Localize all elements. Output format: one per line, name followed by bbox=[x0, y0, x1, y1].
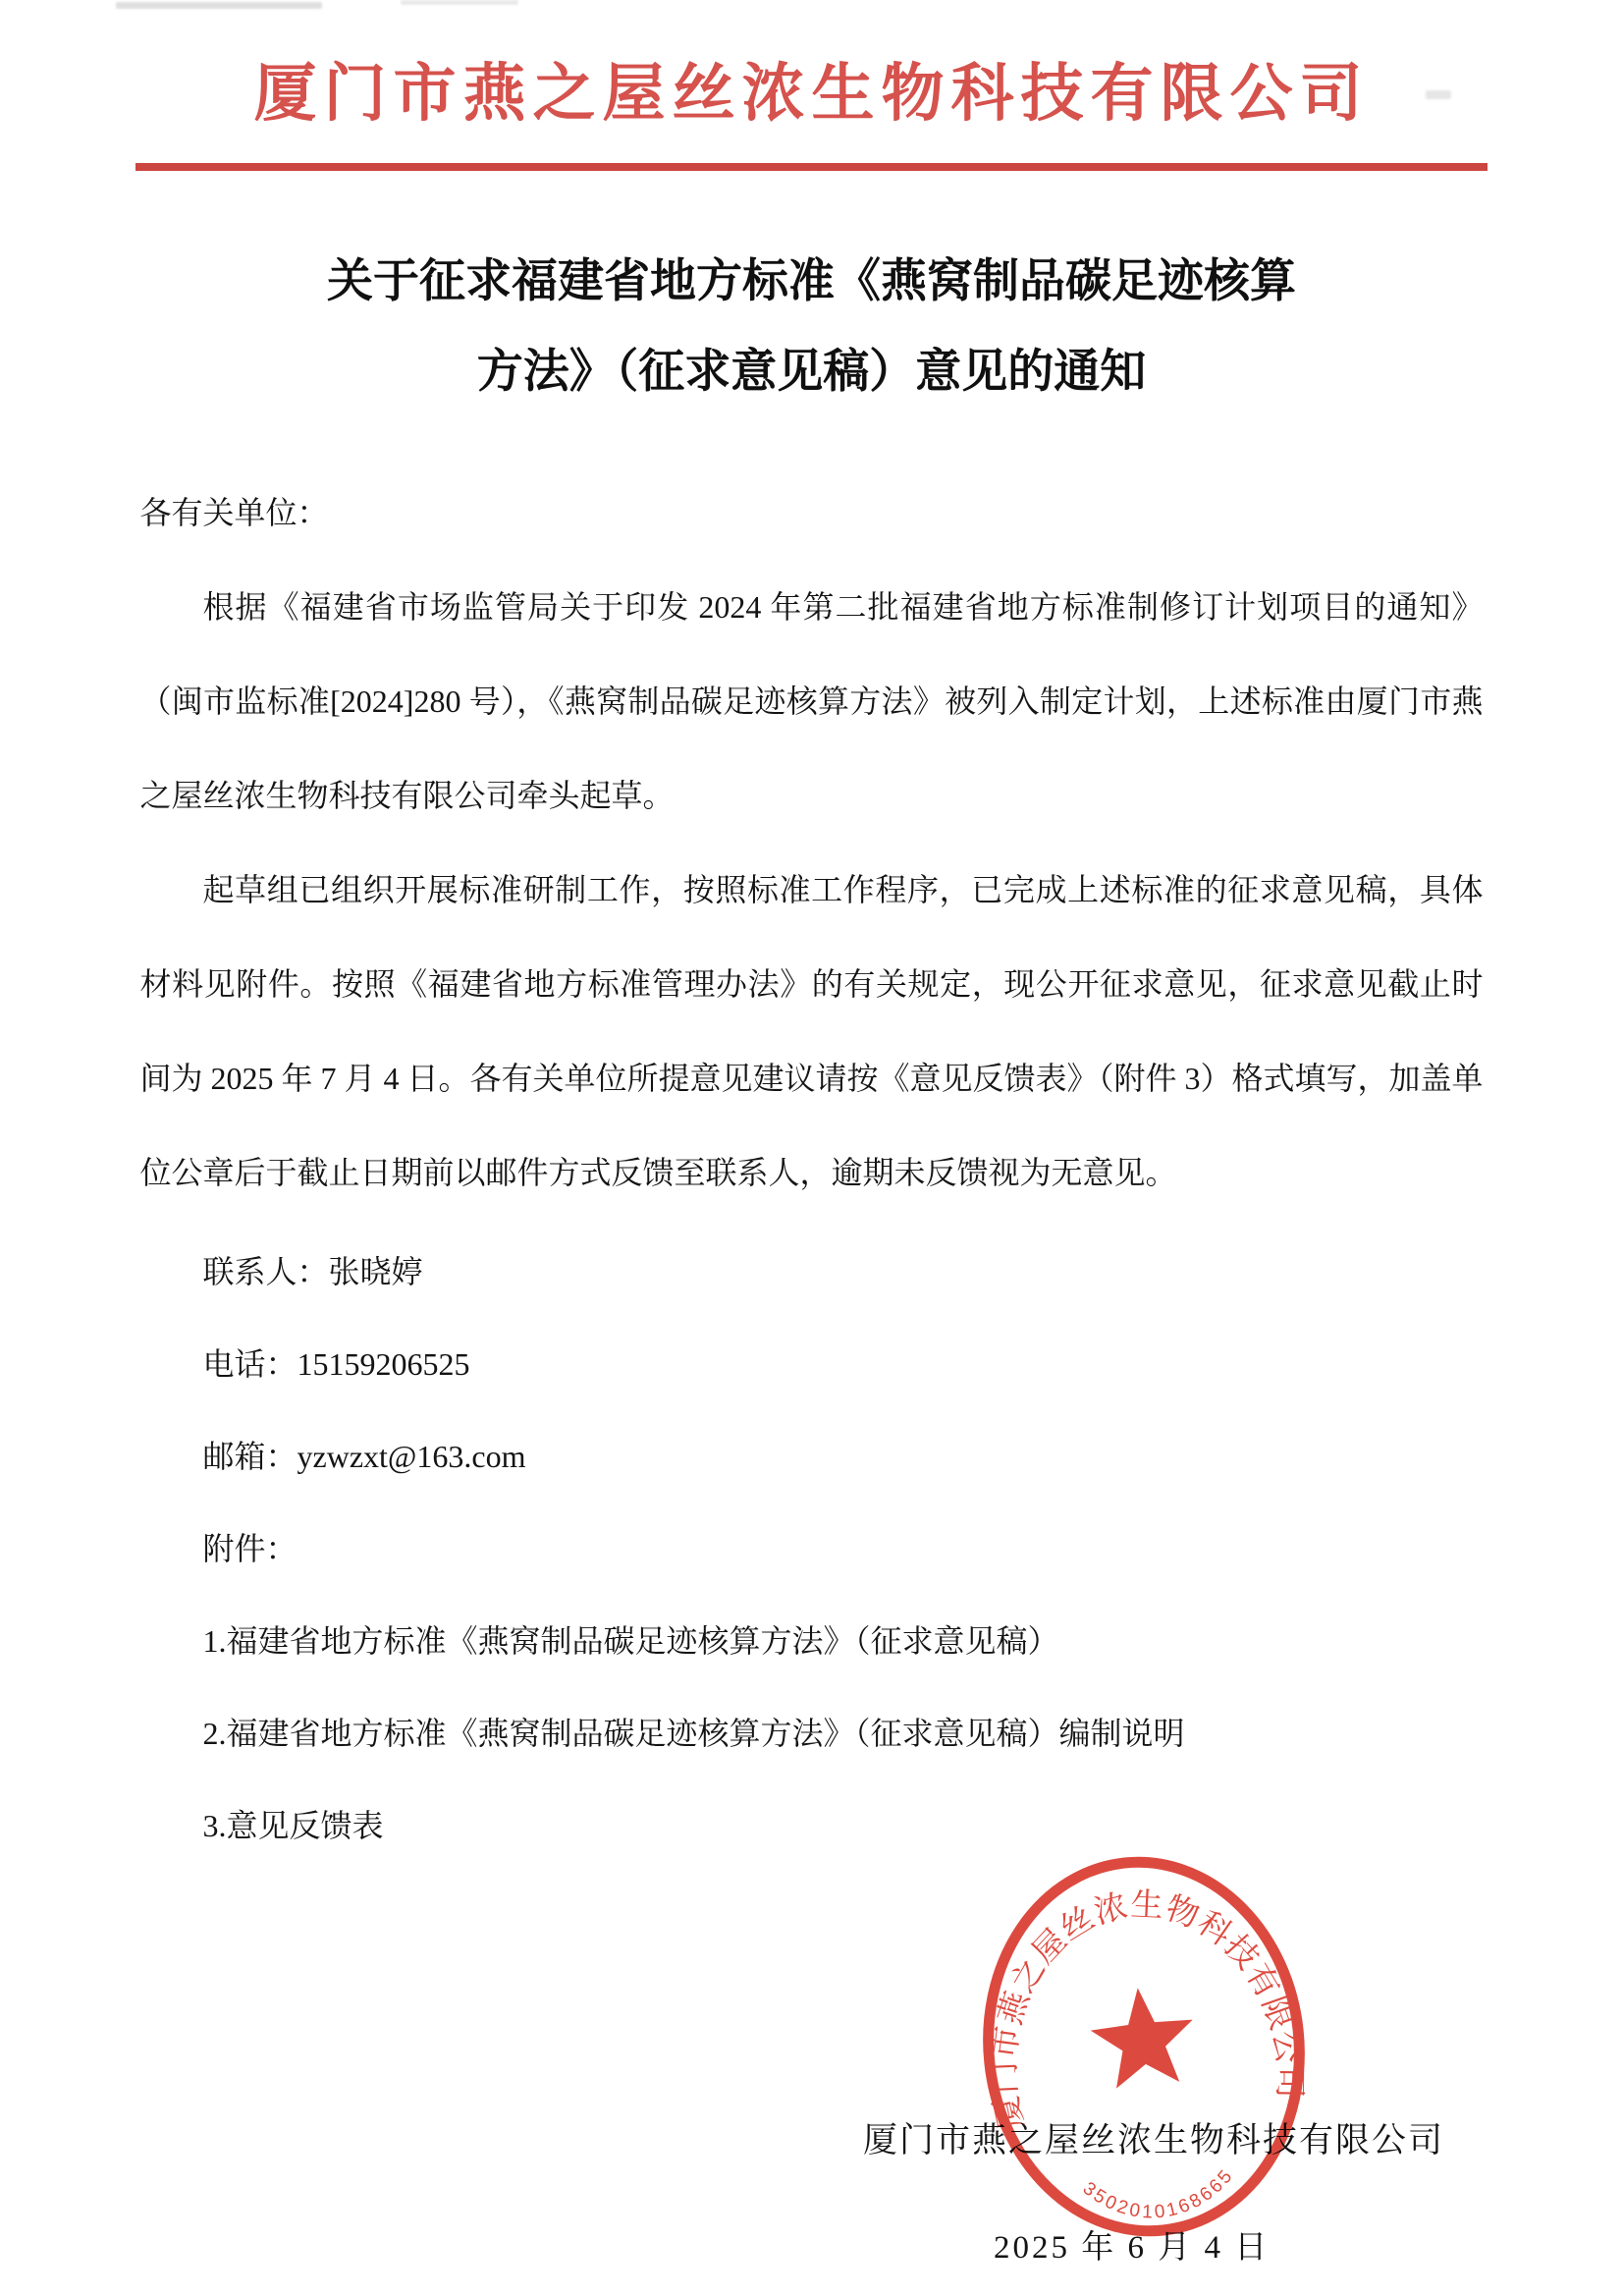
attachment-item-1: 1.福建省地方标准《燕窝制品碳足迹核算方法》（征求意见稿） bbox=[202, 1623, 1059, 1659]
document-title-line2: 方法》（征求意见稿）意见的通知 bbox=[476, 345, 1147, 397]
contact-email-row bbox=[140, 1410, 1484, 1503]
contact-block bbox=[140, 1226, 1484, 1503]
signature-company-name: 厦门市燕之屋丝浓生物科技有限公司 bbox=[862, 2121, 1444, 2159]
scan-artifact bbox=[116, 2, 322, 9]
contact-person-row bbox=[140, 1226, 1484, 1318]
attachments-label: 附件： bbox=[202, 1531, 298, 1566]
company-seal bbox=[947, 1832, 1340, 2260]
contact-person-label: 联系人： bbox=[202, 1254, 329, 1289]
seal-serial-text: 3502010168665 bbox=[1078, 2164, 1239, 2223]
scan-artifact bbox=[401, 0, 518, 5]
contact-phone-label: 电话： bbox=[202, 1346, 298, 1382]
document-body bbox=[140, 465, 1484, 1872]
contact-email-label: 邮箱： bbox=[202, 1439, 298, 1474]
document-title-line1: 关于征求福建省地方标准《燕窝制品碳足迹核算 bbox=[327, 254, 1296, 306]
contact-phone-row bbox=[140, 1318, 1484, 1410]
letterhead-company-title: 厦门市燕之屋丝浓生物科技有限公司 bbox=[253, 59, 1370, 129]
scan-artifact bbox=[1426, 90, 1451, 99]
attachment-item-2: 2.福建省地方标准《燕窝制品碳足迹核算方法》（征求意见稿）编制说明 bbox=[202, 1716, 1185, 1751]
salutation: 各有关单位： bbox=[139, 495, 329, 530]
attachment-item-3: 3.意见反馈表 bbox=[202, 1808, 384, 1843]
seal-company-text: 厦门市燕之屋丝浓生物科技有限公司 bbox=[985, 1886, 1309, 2133]
contact-phone-value: 15159206525 bbox=[297, 1346, 470, 1382]
svg-text:厦门市燕之屋丝浓生物科技有限公司 bbox=[966, 1869, 1312, 2133]
body-paragraph-1: 根据《福建省市场监管局关于印发 2024 年第二批福建省地方标准制修订计划项目的通知》（闽市监标准[2024]280 号），《燕窝制品碳足迹核算方法》被列入制定计划，上述标准由厦门市燕之屋丝浓生物科技有限公司牵头起草。 bbox=[139, 589, 1484, 813]
contact-person-value: 张晓婷 bbox=[328, 1254, 423, 1289]
document-title bbox=[203, 236, 1421, 416]
body-paragraph-2: 起草组已组织开展标准研制工作，按照标准工作程序，已完成上述标准的征求意见稿，具体材料见附件。按照《福建省地方标准管理办法》的有关规定，现公开征求意见，征求意见截止时间为 2025 年 7 月 4 日。各有关单位所提意见建议请按《意见反馈表》（附件 3）格式填写，加盖单位公章后于截止日期前以邮件方式反馈至联系人，逾期未反馈视为无意见。 bbox=[139, 872, 1484, 1190]
letterhead-divider-rule bbox=[135, 163, 1488, 171]
contact-email-value: yzwzxt@163.com bbox=[297, 1439, 526, 1474]
seal-ring bbox=[970, 1847, 1318, 2247]
seal-star-icon bbox=[1087, 1983, 1199, 2091]
signature-date: 2025 年 6 月 4 日 bbox=[994, 2230, 1271, 2266]
